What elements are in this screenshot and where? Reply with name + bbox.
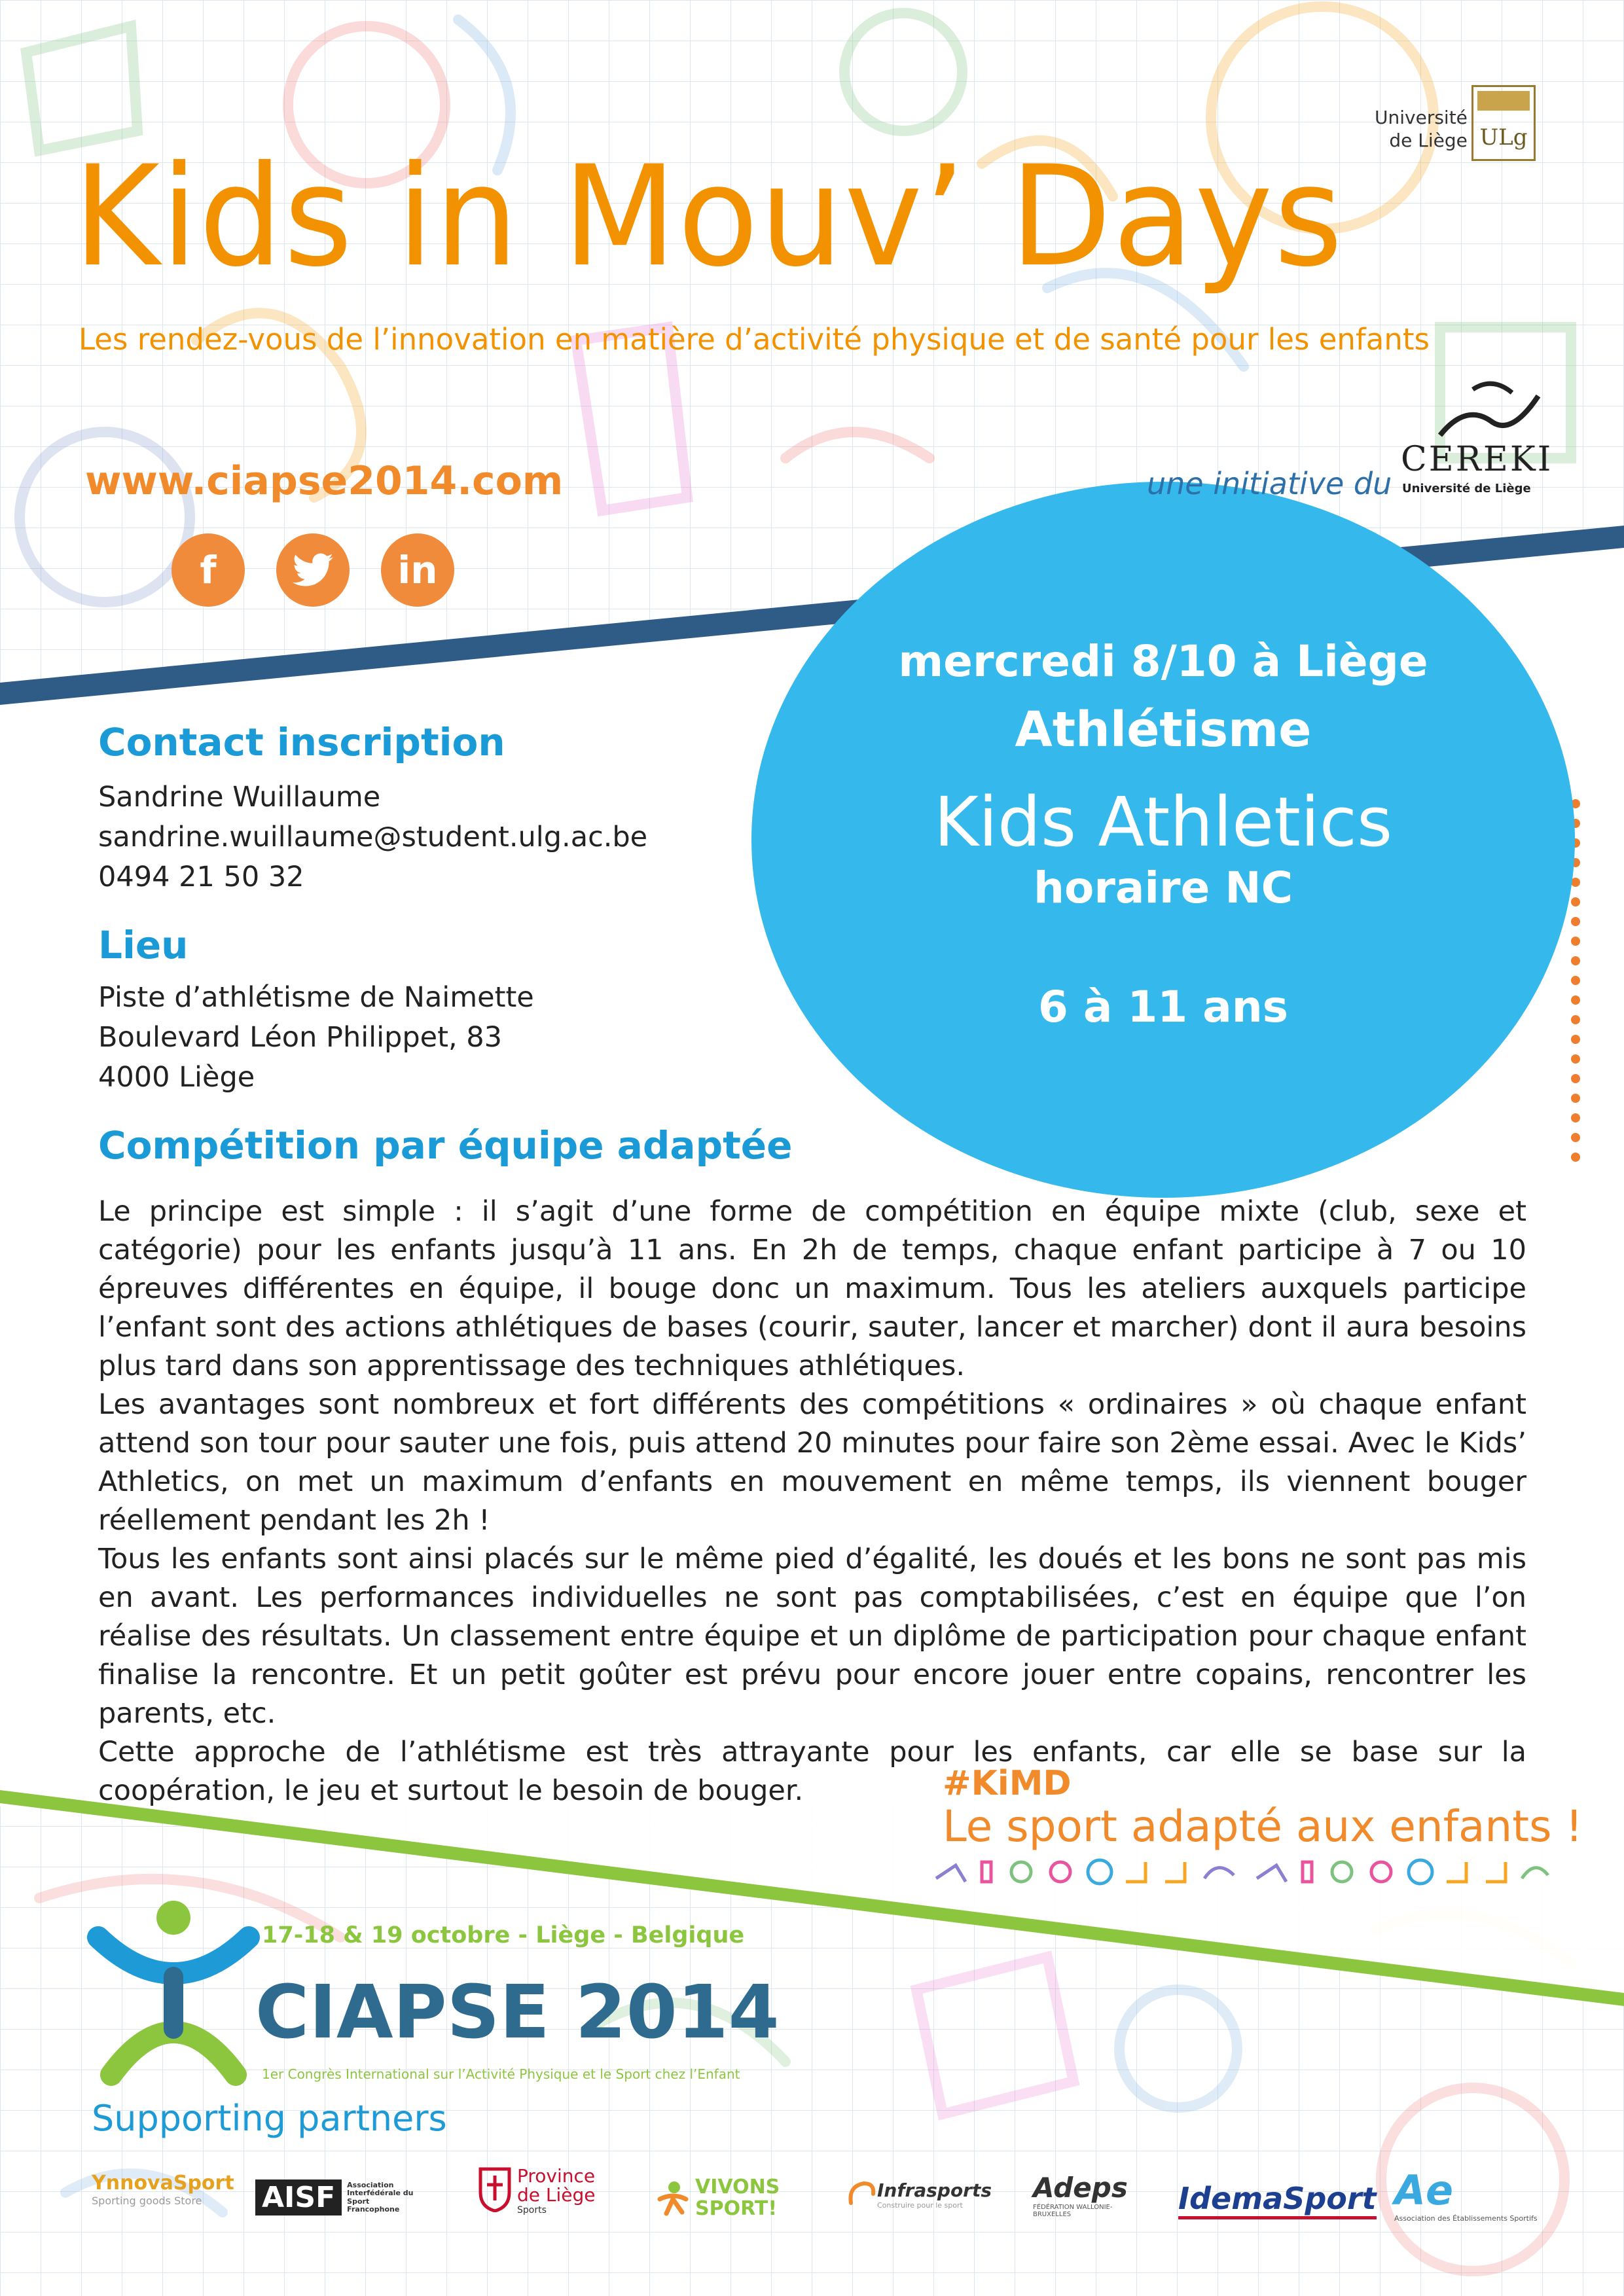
ulg-line2: de Liège (1389, 130, 1468, 151)
competition-paragraph: Les avantages sont nombreux et fort différents des compétitions « ordinaires » où chaque enfant attend son tour pour sauter une fois, puis attend 20 minutes pour faire son 2ème essai. Avec le Kids’ Athletics, on met un maximum d’enfants en mouvement en même temps, ils viennent bouger réellement pendant les 2h ! (98, 1388, 1526, 1537)
partner-aisf-name: AISF (255, 2179, 342, 2215)
partner-infrasports (844, 2178, 992, 2211)
linkedin-icon[interactable]: in (381, 533, 454, 607)
partner-province-sub: Sports (517, 2204, 547, 2215)
contact-email[interactable]: sandrine.wuillaume@student.ulg.ac.be (98, 821, 648, 853)
cereki-figure-icon (1427, 376, 1545, 442)
page-subtitle: Les rendez-vous de l’innovation en matière d’activité physique et de santé pour les enfants (79, 322, 1430, 357)
competition-paragraph: Cette approche de l’athlétisme est très attrayante pour les enfants, car elle se base sur la coopération, le jeu et surtout le besoin de bouger. (98, 1736, 1526, 1807)
contact-heading: Contact inscription (98, 720, 505, 764)
partner-adeps-sub: FÉDÉRATION WALLONIE-BRUXELLES (1033, 2204, 1113, 2218)
partner-infrasports-name: Infrasports (877, 2179, 992, 2201)
province-shield-icon (478, 2166, 512, 2212)
partner-aes (1394, 2166, 1538, 2223)
partner-aisf (255, 2179, 419, 2215)
contact-phone[interactable]: 0494 21 50 32 (98, 861, 304, 893)
ulg-logo (1471, 85, 1536, 161)
contact-name: Sandrine Wuillaume (98, 781, 381, 814)
partner-province-name: Province de Liège (517, 2165, 596, 2206)
ulg-logo-mark: ULg (1479, 124, 1528, 151)
competition-heading: Compétition par équipe adaptée (98, 1123, 793, 1168)
ciapse-description: 1er Congrès International sur l’Activité Physique et le Sport chez l’Enfant (262, 2066, 740, 2082)
event-schedule: horaire NC (1034, 863, 1293, 913)
supporting-partners-label: Supporting partners (92, 2098, 447, 2139)
ulg-logo-text (1375, 106, 1468, 152)
event-date: mercredi 8/10 à Liège (898, 636, 1428, 687)
event-ages: 6 à 11 ans (1038, 982, 1289, 1032)
partner-idemasport: IdemaSport (1178, 2181, 1377, 2219)
lieu-heading: Lieu (98, 923, 189, 967)
partner-ynnovasport-sub: Sporting goods Store (92, 2195, 202, 2207)
initiative-label: une initiative du (1147, 466, 1392, 501)
partner-adeps (1033, 2172, 1128, 2218)
cereki-logo: CEREKI (1401, 440, 1553, 479)
event-name: Kids Athletics (933, 782, 1393, 862)
page-title: Kids in Mouv’ Days (73, 135, 1344, 297)
ciapse-logo-icon (85, 1898, 262, 2094)
ulg-line1: Université (1375, 107, 1468, 128)
vivons-sport-figure-icon (655, 2179, 691, 2216)
ulg-shield-icon (1473, 87, 1534, 159)
partner-aes-name: Ae (1394, 2166, 1454, 2214)
competition-text (98, 1193, 1526, 1810)
twitter-icon[interactable] (276, 533, 350, 607)
kimd-hashtag: #KiMD (943, 1764, 1072, 1803)
cereki-logo-sub: Université de Liège (1402, 482, 1531, 495)
facebook-icon[interactable]: f (171, 533, 245, 607)
event-sport: Athlétisme (1015, 702, 1312, 758)
partner-province (478, 2166, 596, 2215)
partner-infrasports-sub: Construire pour le sport (877, 2201, 963, 2210)
twitter-bird-icon (293, 553, 333, 587)
competition-paragraph: Tous les enfants sont ainsi placés sur le même pied d’égalité, les doués et les bons ne sont pas mis en avant. Les performances individuelles ne sont pas comptabilisées, c’est en équipe que l’on réalise des résultats. Un classement entre équipe et un diplôme de participation pour chaque enfant finalise la rencontre. Et un petit goûter est prévu pour encore jouer entre copains, rencontrer les parents, etc. (98, 1543, 1526, 1730)
ciapse-name: CIAPSE 2014 (255, 1970, 780, 2055)
website-link[interactable]: www.ciapse2014.com (85, 458, 564, 504)
lieu-line1: Piste d’athlétisme de Naimette (98, 981, 534, 1014)
partner-adeps-name: Adeps (1033, 2172, 1128, 2204)
partner-ynnovasport-name: YnnovaSport (92, 2172, 234, 2195)
infrasports-swirl-icon (844, 2178, 877, 2211)
sport-icons-row (929, 1852, 1551, 1892)
lieu-line2: Boulevard Léon Philippet, 83 (98, 1021, 503, 1054)
partner-vivons-sport-name: VIVONS SPORT! (695, 2176, 780, 2220)
kimd-slogan: Le sport adapté aux enfants ! (943, 1801, 1583, 1852)
lieu-line3: 4000 Liège (98, 1061, 255, 1094)
competition-paragraph: Le principe est simple : il s’agit d’une forme de compétition en équipe mixte (club, sexe et catégorie) pour les enfants jusqu’à 11 ans. En 2h de temps, chaque enfant participe à 7 ou 10 épreuves différentes en équipe, il bouge donc un maximum. Tous les ateliers auxquels participe l’enfant sont des actions athlétiques de bases (courir, sauter, lancer et marcher) dont il aura besoins plus tard dans son apprentissage des techniques athlétiques. (98, 1195, 1526, 1382)
partner-aes-sub: Association des Établissements Sportifs (1394, 2214, 1538, 2223)
partner-vivons-sport (655, 2176, 800, 2219)
partner-aisf-sub: Association Interfédérale du Sport Francophone (347, 2181, 414, 2214)
partner-ynnovasport (92, 2172, 234, 2207)
ciapse-dates: 17-18 & 19 octobre - Liège - Belgique (262, 1922, 745, 1948)
